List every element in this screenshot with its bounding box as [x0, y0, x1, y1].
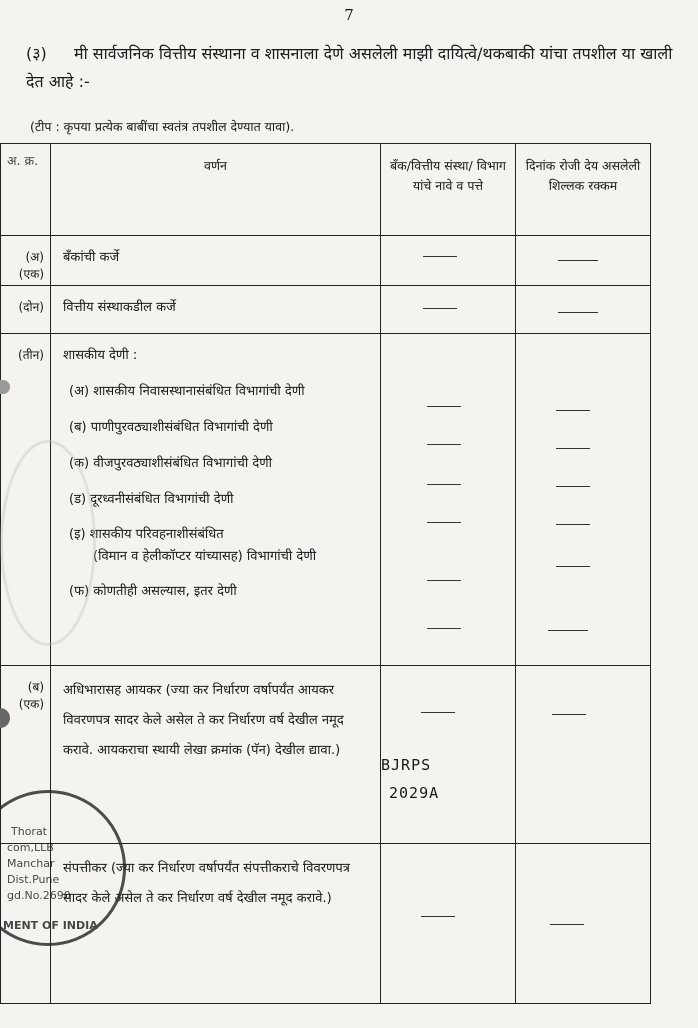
amount-cell	[516, 666, 651, 844]
bank-cell	[381, 286, 516, 334]
section-heading-text: मी सार्वजनिक वित्तीय संस्थाना व शासनाला देणे असलेली माझी दायित्वे/थकबाकी यांचा तपशील या खाली देत आहे :-	[26, 44, 673, 91]
row-serial: (दोन)	[1, 286, 51, 334]
bank-cell	[381, 236, 516, 286]
table-row	[1, 334, 651, 666]
sub-item: (विमान व हेलीकॉप्टर यांच्यासह) विभागांची देणी	[93, 549, 317, 564]
faint-stamp-impression	[0, 440, 96, 646]
table-row	[1, 286, 651, 334]
row-description: बँकांची कर्जे	[51, 236, 381, 286]
notary-stamp: Thorat com,LLB Manchar Dist.Pune gd.No.2690 MENT OF INDIA	[0, 790, 126, 946]
page-number: 7	[344, 6, 354, 24]
row-serial: (तीन)	[1, 334, 51, 666]
bank-cell	[381, 666, 516, 844]
sub-item: (इ) शासकीय परिवहनाशीसंबंधित	[69, 527, 224, 542]
bank-cell	[381, 334, 516, 666]
header-description: वर्णन	[51, 144, 381, 236]
amount-cell	[516, 236, 651, 286]
row-description: वित्तीय संस्थाकडील कर्जे	[51, 286, 381, 334]
row-description: संपत्तीकर (ज्या कर निर्धारण वर्षापर्यंत संपत्तीकराचे विवरणपत्र सादर केले असेल ते कर निर्धारण वर्ष देखील नमूद करावे.)	[51, 844, 381, 1004]
header-serial: अ. क्र.	[1, 144, 51, 236]
pan-handwriting-line1: BJRPS	[381, 756, 432, 774]
bank-cell	[381, 844, 516, 1004]
pan-handwriting-line2: 2029A	[389, 784, 440, 802]
note-text: (टीप : कृपया प्रत्येक बाबींचा स्वतंत्र तपशील देण्यात यावा).	[30, 119, 295, 134]
amount-cell	[516, 334, 651, 666]
sub-item: (अ) शासकीय निवासस्थानासंबंधित विभागांची देणी	[69, 384, 305, 399]
section-number: (३)	[26, 44, 47, 63]
amount-cell	[516, 286, 651, 334]
header-amount: दिनांक रोजी देय असलेली शिल्लक रक्कम	[516, 144, 651, 236]
section-heading	[26, 40, 686, 96]
row-serial: (ब) (एक)	[1, 666, 51, 844]
sub-item: (ड) दूरध्वनीसंबंधित विभागांची देणी	[69, 492, 234, 507]
row-description: अधिभारासह आयकर (ज्या कर निर्धारण वर्षापर्यंत आयकर विवरणपत्र सादर केले असेल ते कर निर्धारण वर्ष देखील नमूद करावे. आयकराचा स्थायी लेखा क्रमांक (पॅन) देखील द्यावा.)	[51, 666, 381, 844]
sub-item: (फ) कोणतीही असल्यास, इतर देणी	[69, 584, 237, 599]
table-header-row	[1, 144, 651, 236]
row-serial: (अ) (एक)	[1, 236, 51, 286]
row-description: शासकीय देणी : (अ) शासकीय निवासस्थानासंबंधित विभागांची देणी (ब) पाणीपुरवठ्याशीसंबंधित विभागांची देणी (क) वीजपुरवठ्याशीसंबंधित विभागांची देणी (ड) दूरध्वनीसंबंधित विभागांची देणी (इ) शासकीय परिवहनाशीसंबंधित (विमान व हेलीकॉप्टर यांच्यासह) विभागांची देणी (फ) कोणतीही असल्यास, इतर देणी	[51, 334, 381, 666]
table-row	[1, 236, 651, 286]
amount-cell	[516, 844, 651, 1004]
sub-item: (क) वीजपुरवठ्याशीसंबंधित विभागांची देणी	[69, 456, 273, 471]
header-bank: बँक/वित्तीय संस्था/ विभाग यांचे नावे व पत्ते	[381, 144, 516, 236]
sub-item: (ब) पाणीपुरवठ्याशीसंबंधित विभागांची देणी	[69, 420, 273, 435]
